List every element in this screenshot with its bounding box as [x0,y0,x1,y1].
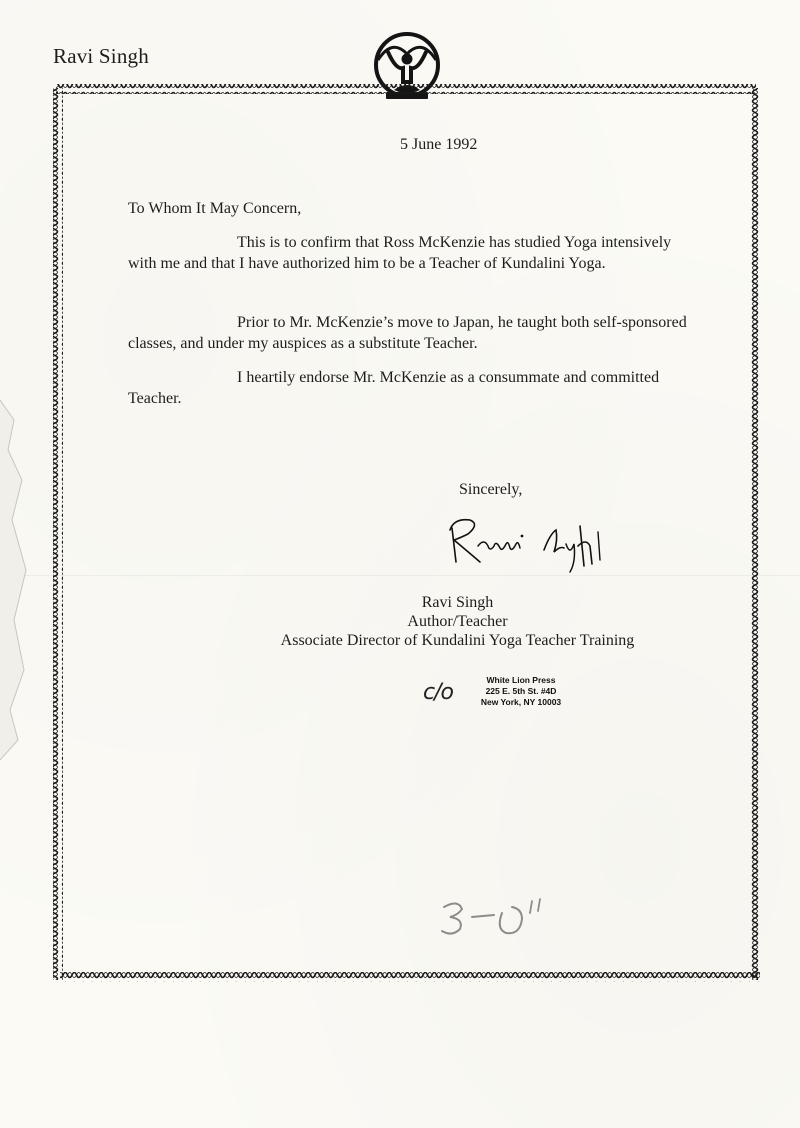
handwritten-signature [440,510,630,580]
signer-position: Associate Director of Kundalini Yoga Teacher Training [280,632,635,649]
letter-date: 5 June 1992 [400,136,478,153]
signer-block [200,593,715,650]
letter-paragraph-2: Prior to Mr. McKenzie’s move to Japan, he taught both self-sponsored classes, and under my auspices as a substitute Teacher. [128,314,687,352]
address-line-1: White Lion Press [486,675,556,685]
signer-name: Ravi Singh [421,594,494,611]
paper-fold-line [0,575,800,576]
letterhead-name: Ravi Singh [53,44,149,68]
letter-paragraph-3: I heartily endorse Mr. McKenzie as a consummate and committed Teacher. [128,369,660,407]
letter-salutation: To Whom It May Concern, [128,200,302,217]
yogi-logo-icon [372,32,442,104]
paper-tear-mark [0,380,46,760]
letter-paragraph-1: This is to confirm that Ross McKenzie has studied Yoga intensively with me and that I have authorized him to be a Teacher of Kundalini Yoga. [128,234,672,272]
pencil-annotation [436,893,556,943]
address-line-3: New York, NY 10003 [480,697,562,707]
address-stamp [476,675,566,708]
address-line-2: 225 E. 5th St. #4D [485,686,557,696]
signer-role: Author/Teacher [407,613,508,630]
letter-closing: Sincerely, [459,481,523,498]
care-of-handwritten: c/o [423,680,453,705]
